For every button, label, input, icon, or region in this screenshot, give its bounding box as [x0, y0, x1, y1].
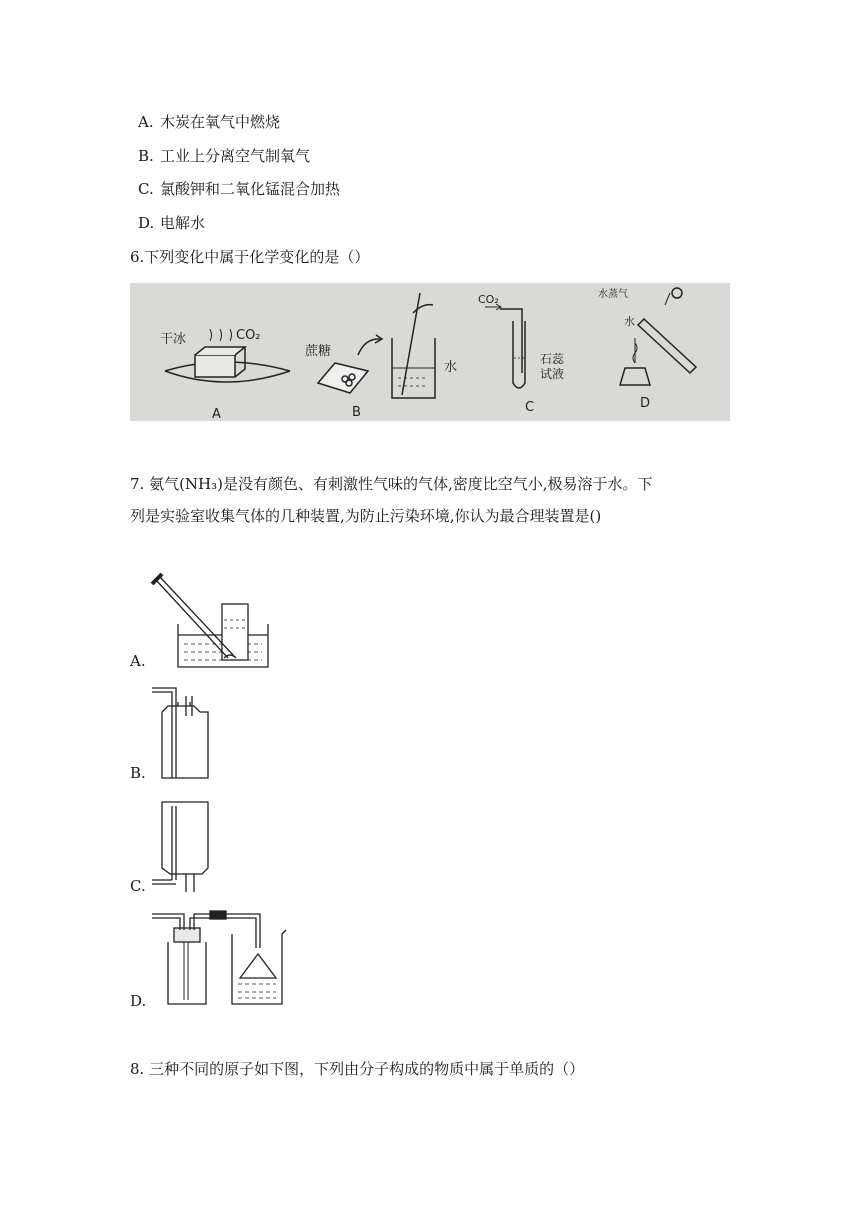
option-text: 氯酸钾和二氧化锰混合加热 [160, 180, 341, 198]
q5-option-a [138, 111, 280, 132]
panel-a-label: A [212, 407, 221, 421]
panel-a-text-2: CO₂ [236, 328, 261, 343]
q7-option-a-figure [150, 572, 275, 672]
q7-stem-line-1: 7. 氨气(NH₃)是没有颜色、有刺激性气味的气体,密度比空气小,极易溶于水。下 [130, 475, 653, 493]
panel-d-illustration [620, 288, 696, 385]
panel-b-text-1: 蔗糖 [305, 344, 332, 359]
q7-option-c-letter: C. [130, 877, 146, 895]
q8-stem: 8. 三种不同的原子如下图，下列由分子构成的物质中属于单质的（） [130, 1060, 585, 1078]
panel-b-label: B [352, 405, 361, 420]
q7-option-d-letter: D. [130, 992, 147, 1010]
q7-option-a-letter: A. [130, 652, 146, 670]
panel-a-text-1: 干冰 [160, 332, 187, 347]
option-text: 电解水 [160, 214, 206, 232]
option-text: 工业上分离空气制氧气 [160, 147, 311, 165]
option-letter: A. [138, 113, 154, 131]
q6-stem: 6.下列变化中属于化学变化的是（） [130, 248, 370, 266]
option-text: 木炭在氧气中燃烧 [160, 113, 281, 131]
panel-b-illustration [318, 293, 435, 398]
option-letter: C. [138, 180, 154, 198]
panel-c-text-3: 试液 [540, 367, 565, 381]
q6-figure-drawing [130, 283, 730, 421]
panel-c-text-2: 石蕊 [540, 352, 565, 366]
option-letter: B. [138, 147, 154, 165]
q5-option-c [138, 178, 340, 199]
q6-figure [130, 283, 730, 421]
q7-stem-line-2: 列是实验室收集气体的几种装置,为防止污染环境,你认为最合理装置是() [130, 507, 602, 525]
q7-option-d-figure [150, 908, 300, 1010]
q5-option-d [138, 212, 205, 233]
panel-b-text-2: 水 [444, 360, 458, 375]
option-letter: D. [138, 214, 155, 232]
panel-c-text-1: CO₂ [478, 293, 499, 306]
panel-d-label: D [640, 396, 651, 411]
panel-d-text-2: 水 [624, 315, 635, 328]
panel-d-text-1: 水蒸气 [598, 289, 628, 300]
q7-option-b-figure [150, 686, 220, 781]
q7-option-c-figure [150, 798, 220, 896]
panel-c-label: C [525, 400, 535, 415]
panel-c-illustration [485, 304, 525, 388]
q7-option-b-letter: B. [130, 764, 146, 782]
q5-option-b [138, 145, 310, 166]
